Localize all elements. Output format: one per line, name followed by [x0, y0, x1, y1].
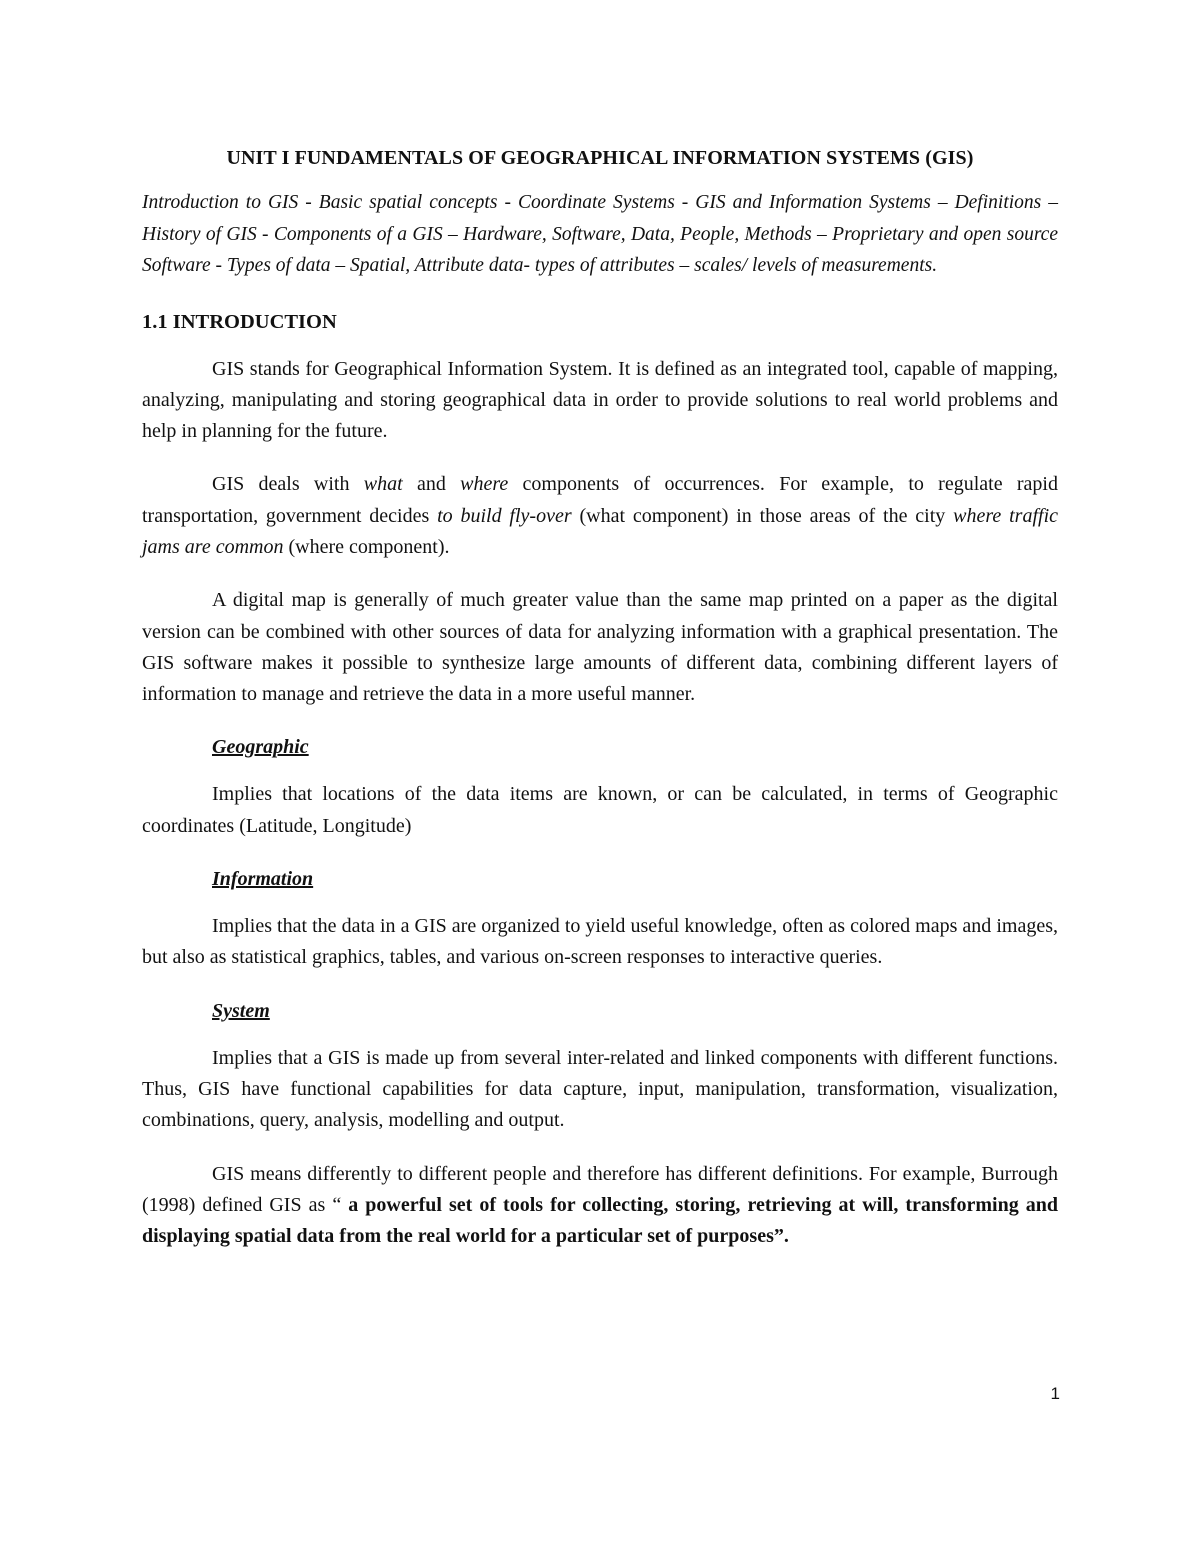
subheading-geographic: Geographic [212, 736, 309, 759]
emphasis-traffic-jams: where traffic jams are common [142, 504, 1058, 558]
section-heading-introduction: 1.1 INTRODUCTION [142, 310, 337, 333]
paragraph-information: Implies that the data in a GIS are organized to yield useful knowledge, often as colored maps and images, but also as statistical graphics, tables, and various on-screen responses to interactive queries. [142, 915, 1058, 969]
paragraph-geographic: Implies that locations of the data items are known, or can be calculated, in terms of Geographic coordinates (Latitude, Longitude) [142, 783, 1058, 837]
paragraph-burrough-definition [142, 1159, 1058, 1253]
emphasis-what: what [363, 473, 403, 496]
text-run: and [402, 473, 461, 496]
page-number: 1 [1050, 1384, 1060, 1403]
text-run: components of occurrences. For example, to regulate rapid transportation, government decides [142, 473, 1058, 527]
paragraph-digital-map: A digital map is generally of much greater value than the same map printed on a paper as the digital version can be combined with other sources of data for analyzing information with a graphical presentation. The GIS software makes it possible to synthesize large amounts of different data, combining different layers of information to manage and retrieve the data in a more useful manner. [142, 589, 1058, 706]
text-run: (where component). [283, 535, 450, 558]
text-run: (what component) in those areas of the city [571, 504, 954, 527]
paragraph-gis-definition: GIS stands for Geographical Information System. It is defined as an integrated tool, capable of mapping, analyzing, manipulating and storing geographical data in order to provide solutions to real world problems and help in planning for the future. [142, 357, 1058, 443]
subheading-information: Information [212, 868, 314, 891]
bold-quote: a powerful set of tools for collecting, storing, retrieving at will, transforming and displaying spatial data from the real world for a particular set of purposes”. [142, 1193, 1058, 1248]
emphasis-build-flyover: to build fly-over [437, 504, 572, 527]
paragraph-what-where [142, 469, 1058, 563]
unit-title: UNIT I FUNDAMENTALS OF GEOGRAPHICAL INFORMATION SYSTEMS (GIS) [226, 147, 974, 169]
paragraph-system: Implies that a GIS is made up from several inter-related and linked components with different functions. Thus, GIS have functional capabilities for data capture, input, manipulation, transformation, visualization, combinations, query, analysis, modelling and output. [142, 1046, 1058, 1132]
emphasis-where: where [460, 473, 509, 496]
subheading-system: System [212, 999, 270, 1022]
page-content [142, 143, 1058, 1252]
text-run: GIS deals with [212, 473, 364, 496]
text-run: GIS means differently to different people and therefore has different definitions. For example, Burrough (1998) defined GIS as “ [142, 1162, 1058, 1216]
syllabus-summary: Introduction to GIS - Basic spatial concepts - Coordinate Systems - GIS and Information Systems – Definitions – History of GIS - Components of a GIS – Hardware, Software, Data, People, Methods – Proprietary and open source Software - Types of data – Spatial, Attribute data- types of attributes – scales/ levels of measurements. [142, 192, 1058, 276]
